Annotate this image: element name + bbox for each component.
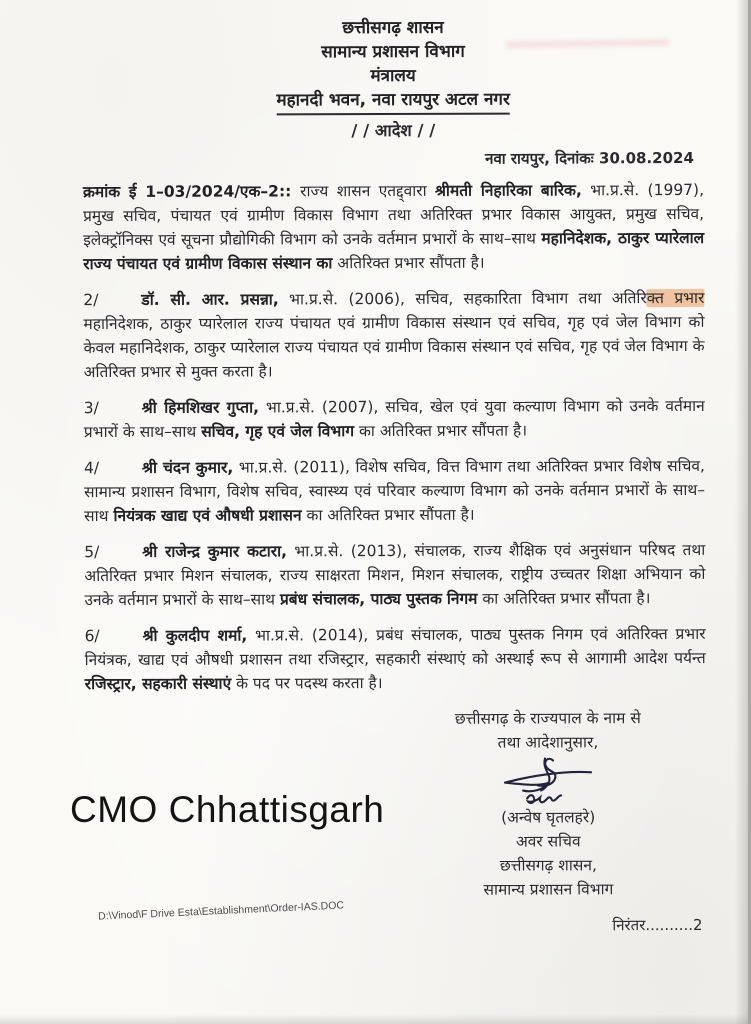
order-paragraph bbox=[84, 394, 705, 444]
text-run: निगम bbox=[446, 589, 478, 608]
order-paragraph bbox=[84, 454, 705, 528]
paragraph-number: 2/ bbox=[83, 291, 99, 310]
text-run: क्रमांक ई 1–03/2024/एक–2:: bbox=[82, 182, 301, 202]
place-date-line: नवा रायपुर, दिनांकः 30.08.2024 bbox=[485, 148, 694, 168]
paragraph-number: 5/ bbox=[84, 543, 100, 562]
text-run: श्री कुलदीप शर्मा, bbox=[142, 626, 248, 645]
paragraph-number: 3/ bbox=[83, 399, 99, 418]
text-run: महानिदेशक, ठाकुर प्यारेलाल राज्य पंचायत एवं ग्रामीण विकास संस्थान एवं सचिव, गृह एवं जेल विभाग को केवल महानिदेशक, ठाकुर प्यारेलाल राज्य पंचायत एवं ग्रामीण विकास संस्थान एवं सचिव, गृह एवं जेल विभाग के अतिरिक्त प्रभार से मुक्त करता है। bbox=[83, 312, 705, 382]
text-run: रजिस्ट्रार, सहकारी संस्थाएं bbox=[84, 674, 232, 694]
text-run: महानिदेशक, ठाकुर प्यारेलाल राज्य पंचायत एवं ग्रामीण विकास संस्थान का bbox=[83, 228, 705, 274]
header-government: छत्तीसगढ़ शासन bbox=[342, 17, 444, 39]
text-run: श्री राजेन्द्र कुमार कटारा, bbox=[142, 542, 288, 561]
order-paragraph bbox=[84, 538, 705, 612]
signature-authority-line1: छत्तीसगढ़ के राज्यपाल के नाम से bbox=[454, 709, 641, 728]
document-file-path: D:\Vinod\F Drive Esta\Establishment\Order-IAS.DOC bbox=[97, 899, 345, 923]
text-run: प्रबंध संचालक, पाठ्य पुस्तक bbox=[279, 589, 442, 609]
order-paragraph bbox=[83, 178, 704, 276]
signatory-org-line2: सामान्य प्रशासन विभाग bbox=[483, 880, 614, 899]
text-run: का अतिरिक्त प्रभार सौंपता है। bbox=[353, 421, 528, 441]
page-continuation-marker: निरंतर..........2 bbox=[612, 915, 703, 935]
order-paragraph bbox=[83, 286, 704, 384]
text-run: भा.प्र.से. (2011), विशेष सचिव, वित्त विभाग तथा अतिरिक्त प्रभार विशेष सचिव, सामान्य प्रशासन विभाग, विशेष सचिव, स्वास्थ्य एवं परिवार कल्याण विभाग को उनके वर्तमान प्रभारों के साथ–साथ bbox=[84, 456, 706, 526]
text-run: भा.प्र.से. (2014), प्रबंध संचालक, पाठ्य पुस्तक निगम एवं अतिरिक्त प्रभार नियंत्रक, खाद्य एवं औषधी प्रशासन तथा रजिस्ट्रार, सहकारी संस्थाएं को अस्थाई रूप से आगामी आदेश पर्यन्त bbox=[84, 624, 706, 670]
signature-block bbox=[398, 706, 699, 902]
text-run: भा.प्र.से. (1997), प्रमुख सचिव, पंचायत एवं ग्रामीण विकास विभाग तथा अतिरिक्त प्रभार विकास आयुक्त, प्रमुख सचिव, इलेक्ट्रॉनिक्स एवं सूचना प्रौद्योगिकी विभाग को उनके वर्तमान प्रभारों के साथ–साथ bbox=[83, 180, 705, 250]
order-paragraph bbox=[85, 622, 706, 696]
text-run: का अतिरिक्त प्रभार सौंपता है। bbox=[477, 589, 651, 608]
text-run: श्री हिमशिखर गुप्ता, bbox=[141, 398, 259, 417]
order-paragraphs bbox=[83, 178, 706, 696]
text-run: का अतिरिक्त प्रभार सौंपता है। bbox=[301, 505, 475, 525]
header-address-text: महानदी भवन, नवा रायपुर अटल नगर bbox=[276, 88, 510, 116]
document-header bbox=[82, 15, 703, 116]
text-run: भा.प्र.से. (2007), सचिव, खेल एवं युवा कल्याण विभाग को उनके वर्तमान प्रभारों के साथ–साथ bbox=[83, 396, 705, 442]
text-run: श्री चंदन कुमार, bbox=[141, 458, 234, 477]
text-run: क्त प्रभार bbox=[646, 288, 705, 308]
photo-edge-bottom bbox=[0, 1014, 751, 1024]
text-run: भा.प्र.से. (2006), सचिव, सहकारिता विभाग तथा अतिरि bbox=[278, 289, 647, 309]
signatory-designation: अवर सचिव bbox=[515, 832, 581, 851]
text-run: के पद पर पदस्थ करता है। bbox=[231, 674, 383, 693]
text-run: सचिव, गृह एवं जेल विभाग bbox=[201, 422, 355, 441]
header-ministry: मंत्रालय bbox=[370, 65, 416, 87]
signatory-org-line1: छत्तीसगढ़ शासन, bbox=[499, 856, 597, 875]
text-run: भा.प्र.से. (2013), संचालक, राज्य शैक्षिक एवं अनुसंधान परिषद तथा अतिरिक्त प्रभार मिशन संचालक, राज्य साक्षरता मिशन, मिशन संचालक, राष्ट्रीय उच्चतर शिक्षा अभियान को उनके वर्तमान प्रभारों के साथ–साथ bbox=[84, 540, 706, 610]
text-run: राज्य शासन एतद्द्वारा bbox=[300, 181, 435, 201]
signature-authority-line2: तथा आदेशानुसार, bbox=[497, 733, 599, 752]
header-department: सामान्य प्रशासन विभाग bbox=[321, 41, 465, 63]
signatory-name: (अन्वेष घृतलहरे) bbox=[501, 808, 596, 827]
order-title: / / आदेश / / bbox=[351, 120, 436, 141]
text-run: अतिरिक्त प्रभार सौंपता है। bbox=[332, 253, 485, 273]
paragraph-number: 6/ bbox=[84, 627, 100, 646]
header-address bbox=[83, 87, 704, 116]
cmo-watermark-text: CMO Chhattisgarh bbox=[70, 789, 385, 830]
paragraph-number: 4/ bbox=[83, 459, 100, 478]
text-run: नियंत्रक खाद्य एवं औषधी प्रशासन bbox=[113, 506, 302, 525]
text-run: श्रीमती निहारिका बारिक, bbox=[434, 181, 582, 200]
text-run: डॉ. सी. आर. प्रसन्ना, bbox=[141, 290, 279, 309]
